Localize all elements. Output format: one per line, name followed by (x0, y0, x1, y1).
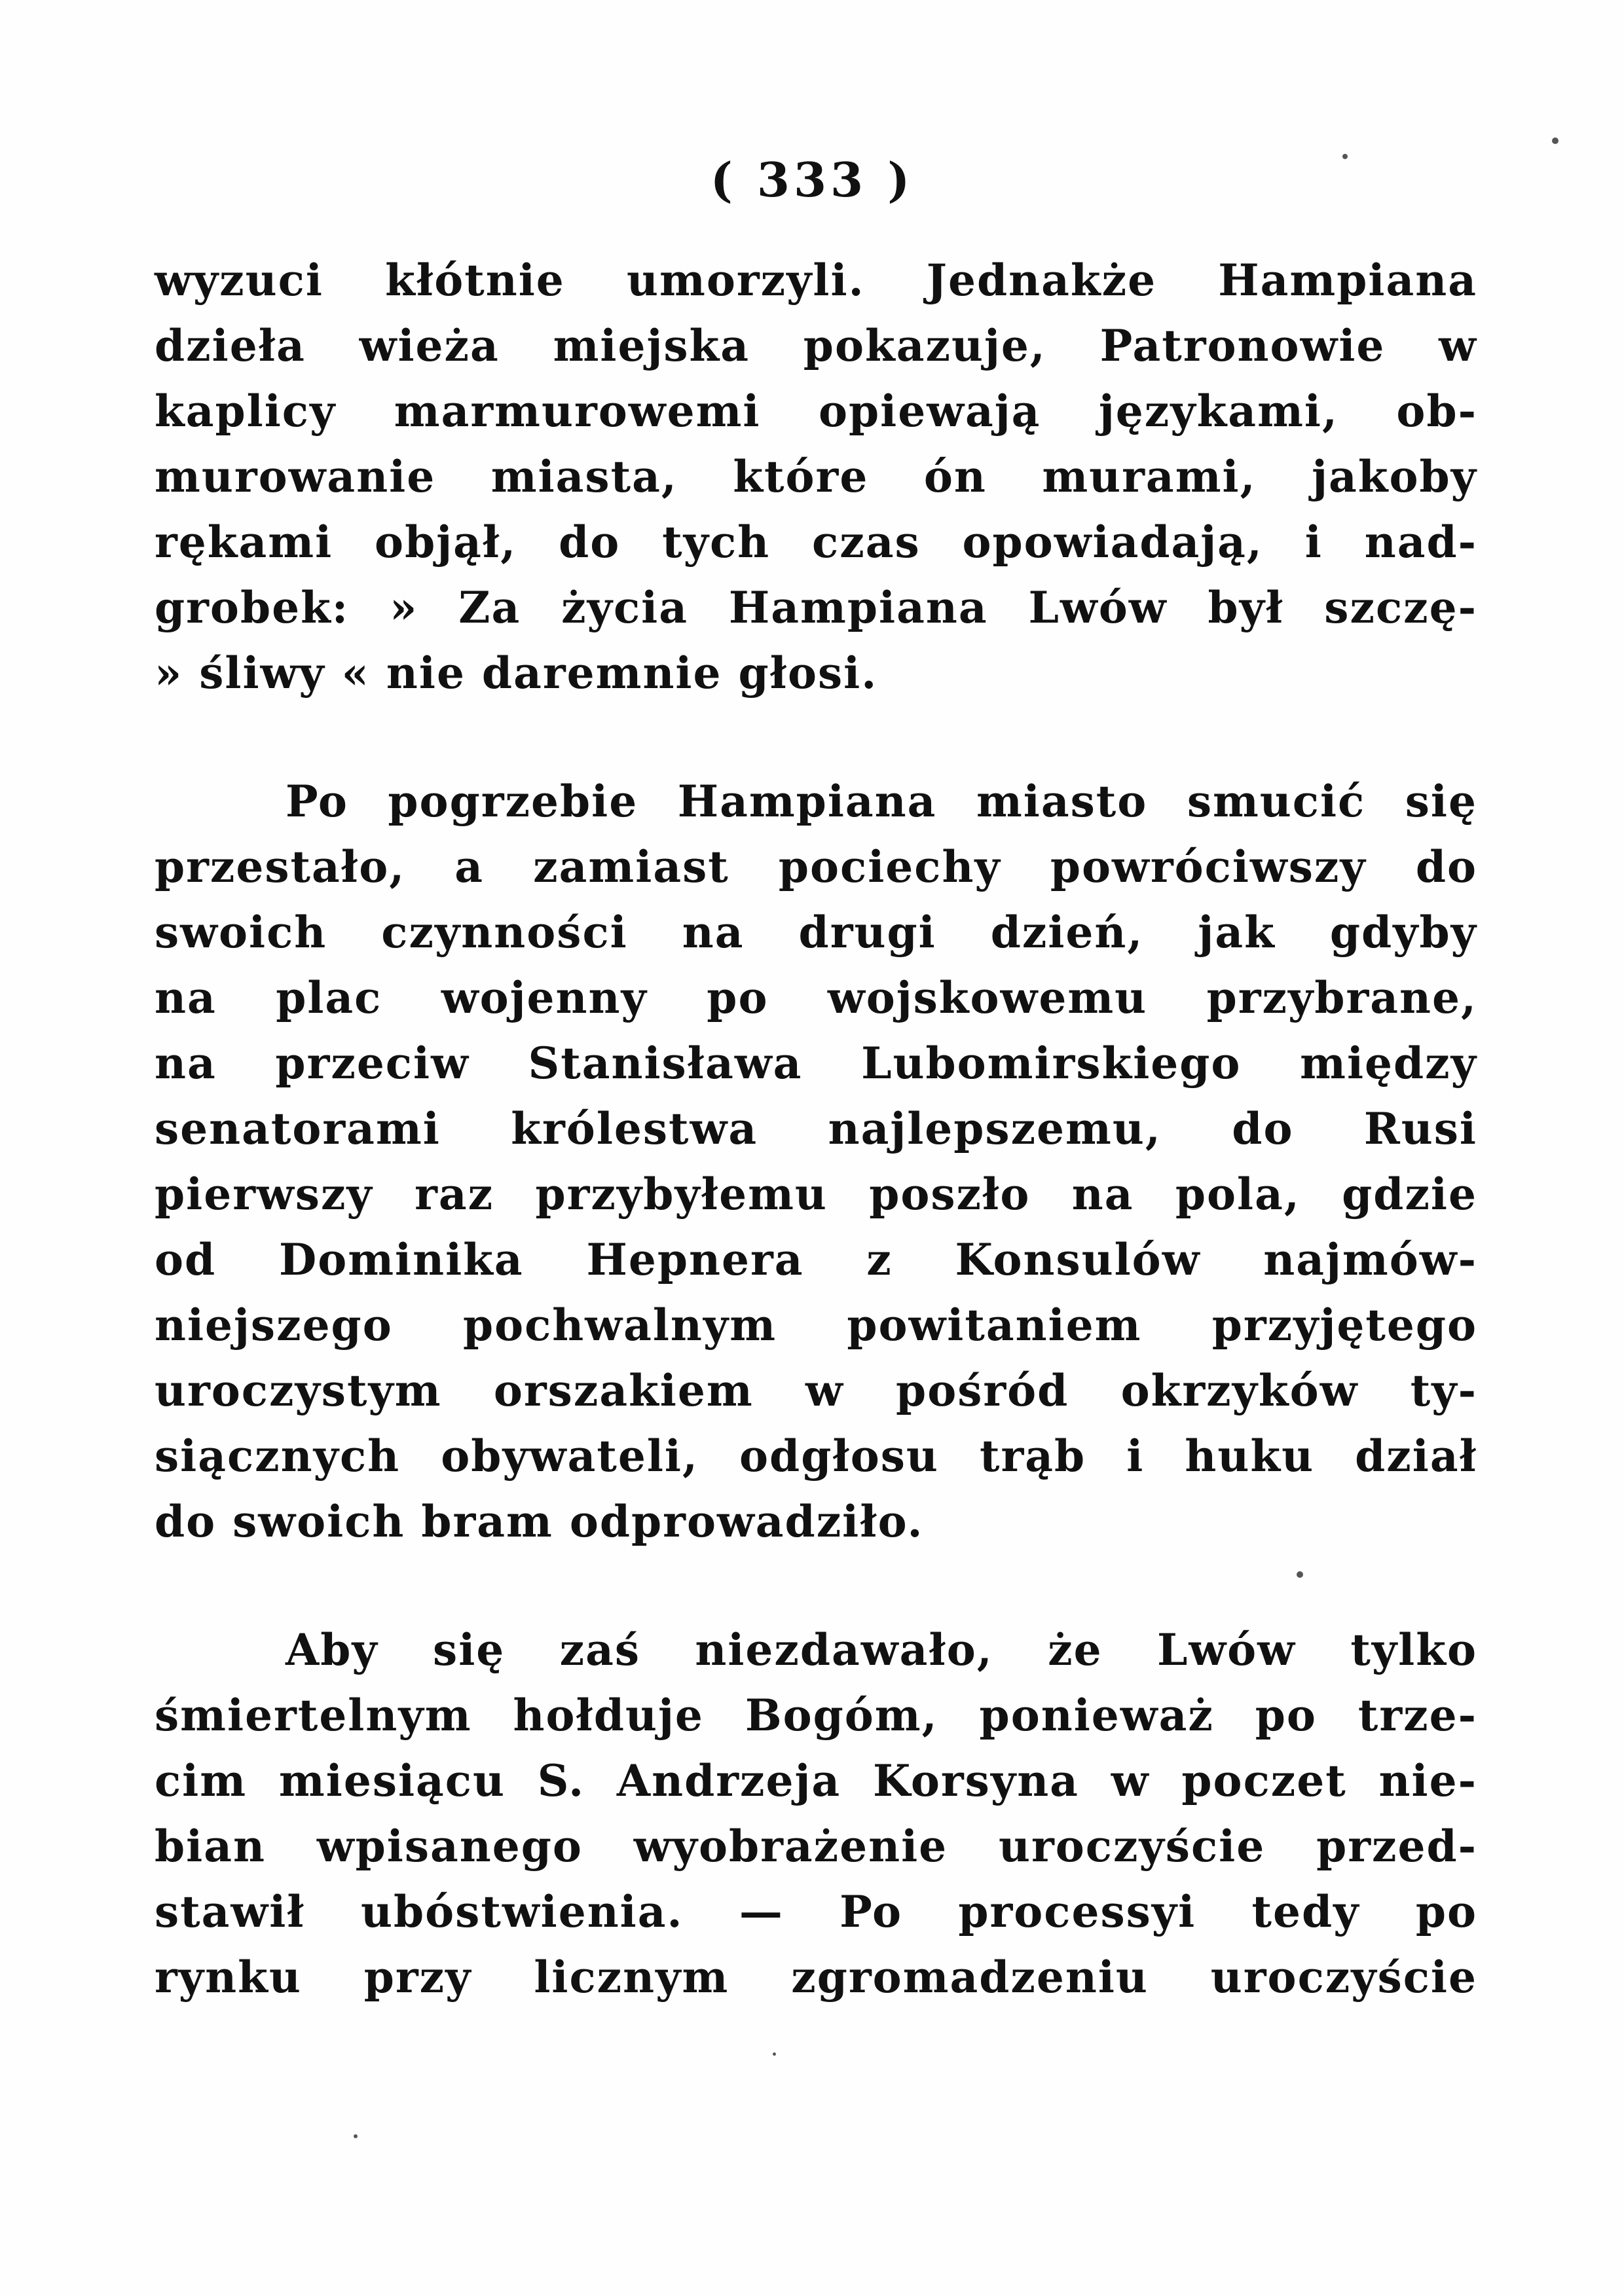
page-number: ( 333 ) (710, 152, 914, 208)
text-line: bian wpisanego wyobrażenie uroczyście przed- (155, 1821, 1477, 1872)
text-line: niejszego pochwalnym powitaniem przyjętego (155, 1300, 1477, 1351)
paper-speck (773, 2052, 776, 2056)
paper-speck (354, 2134, 358, 2138)
text-line: rynku przy licznym zgromadzeniu uroczyście (155, 1952, 1477, 2003)
text-line: od Dominika Hepnera z Konsulów najmów- (155, 1234, 1477, 1285)
text-line: swoich czynności na drugi dzień, jak gdyby (155, 907, 1477, 958)
paragraph-2 (155, 769, 1477, 1554)
text-line: dzieła wieża miejska pokazuje, Patronowie w (155, 320, 1477, 371)
text-line: cim miesiącu S. Andrzeja Korsyna w poczet nie- (155, 1755, 1477, 1806)
text-line: Aby się zaś niezdawało, że Lwów tylko (286, 1624, 1477, 1675)
text-line: wyzuci kłótnie umorzyli. Jednakże Hampiana (155, 255, 1477, 306)
text-line: śmiertelnym hołduje Bogóm, ponieważ po trze- (155, 1690, 1477, 1741)
paper-speck (1342, 154, 1348, 159)
paragraph-gap (155, 1554, 1477, 1617)
text-line: murowanie miasta, które ón murami, jakoby (155, 451, 1477, 502)
text-line: grobek: » Za życia Hampiana Lwów był szczę- (155, 582, 1477, 633)
text-line: na przeciw Stanisława Lubomirskiego między (155, 1038, 1477, 1089)
text-line: siącznych obywateli, odgłosu trąb i huku dział (155, 1430, 1477, 1482)
text-line: senatorami królestwa najlepszemu, do Rusi (155, 1103, 1477, 1154)
text-line: » śliwy « nie daremnie głosi. (155, 647, 878, 699)
text-line: stawił ubóstwienia. — Po processyi tedy po (155, 1886, 1477, 1937)
text-line: przestało, a zamiast pociechy powróciwszy do (155, 841, 1477, 892)
text-line: na plac wojenny po wojskowemu przybrane, (155, 972, 1477, 1023)
text-line: do swoich bram odprowadziło. (155, 1496, 924, 1547)
paragraph-1 (155, 247, 1477, 706)
text-line: uroczystym orszakiem w pośród okrzyków ty- (155, 1365, 1477, 1416)
paragraph-3 (155, 1617, 1477, 2010)
text-line: Po pogrzebie Hampiana miasto smucić się (286, 776, 1477, 827)
body-text (155, 247, 1477, 2010)
text-line: kaplicy marmurowemi opiewają językami, ob- (155, 386, 1477, 437)
paper-speck (1552, 137, 1559, 144)
text-line: pierwszy raz przybyłemu poszło na pola, gdzie (155, 1169, 1477, 1220)
paragraph-gap (155, 706, 1477, 769)
paper-speck (1297, 1571, 1303, 1578)
text-line: rękami objął, do tych czas opowiadają, i nad- (155, 517, 1477, 568)
